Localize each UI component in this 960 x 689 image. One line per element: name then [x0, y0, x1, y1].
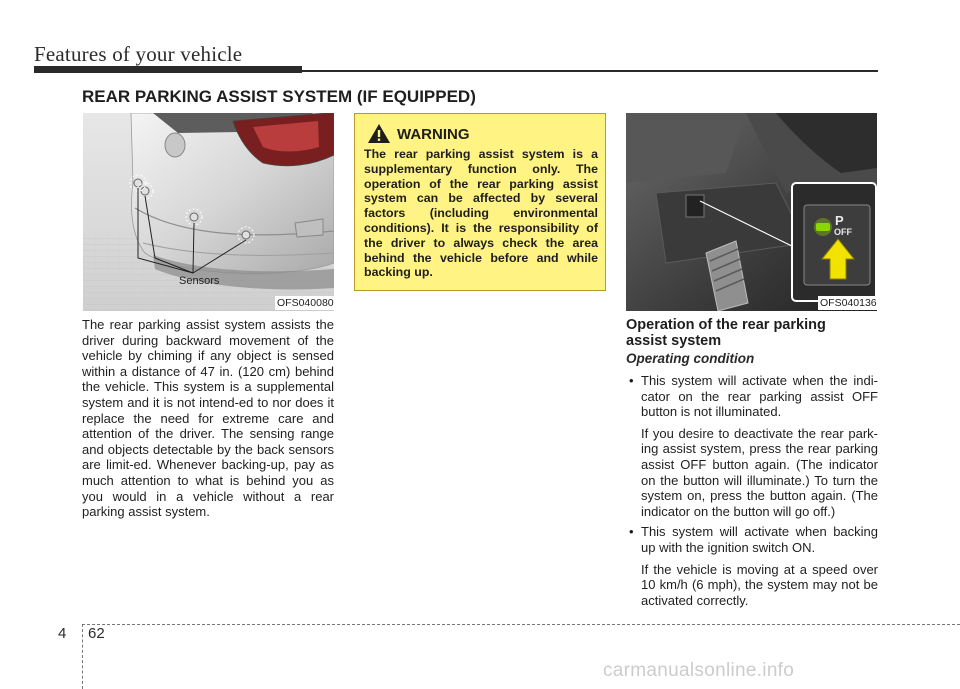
section-number: 4: [58, 625, 67, 642]
watermark: carmanualsonline.info: [603, 660, 795, 681]
warning-triangle-icon: [367, 123, 391, 149]
list-item: [626, 524, 878, 608]
footer-vertical-divider: [82, 624, 83, 689]
bullet-detail-text: If the vehicle is moving at a speed over 10 km/h (6 mph), the system may not be activated correctly.: [641, 561, 878, 608]
intro-paragraph: The rear parking assist system assists the driver during backward movement of the vehicle by chiming if any object is sensed within a distance of 47 in. (120 cm) behind the vehicle. This system is a supplemental system and it is not intend-ed to nor does it replace the need for extreme care and attention of the driver. The sensing range and objects detectable by the back sensors are limit-ed. Whenever backing-up, pay as much attention to what is behind you as you would in a vehicle without a rear parking assist system.: [82, 317, 334, 520]
button-symbol-label: P: [835, 213, 844, 228]
page-header-title: Features of your vehicle: [34, 42, 243, 66]
figure-code-left: OFS040080: [277, 297, 334, 309]
bullet-main-text: This system will activate when backing up with the ignition switch ON.: [641, 524, 878, 555]
parking-assist-button-photo: [626, 113, 877, 311]
operation-subtitle: Operating condition: [626, 351, 755, 366]
bullet-dot: •: [629, 524, 634, 540]
warning-box: [354, 113, 606, 291]
warning-text: The rear parking assist system is a supplementary function only. The operation of the rear parking assist system can be affected by several factors (including environmental conditions). It is the responsibility of the driver to always check the area behind the vehicle before and while backing up.: [364, 147, 598, 280]
rear-bumper-photo: [83, 113, 334, 311]
operation-title: Operation of the rear parking assist system: [626, 317, 826, 349]
bullet-dot: •: [629, 373, 634, 388]
button-off-label: OFF: [834, 227, 852, 237]
footer-divider: [82, 624, 960, 625]
list-item: [626, 373, 878, 519]
sensors-label: Sensors: [179, 275, 220, 287]
warning-title: WARNING: [397, 126, 470, 143]
header-rule-thick: [34, 66, 302, 73]
bullet-main-text: This system will activate when the indi-cator on the rear parking assist OFF button is not illuminated.: [641, 373, 878, 420]
header-rule-thin: [302, 70, 878, 72]
dashboard-illustration: [626, 113, 877, 311]
bullet-list: [626, 373, 878, 608]
figure-code-right: OFS040136: [820, 297, 877, 309]
section-title: REAR PARKING ASSIST SYSTEM (IF EQUIPPED): [82, 87, 476, 106]
bullet-detail-text: If you desire to deactivate the rear park-ing assist system, press the rear parking assist OFF button again. (The indicator on the button will illuminate.) To turn the system on, press the button again. (The indicator on the button will go off.): [641, 425, 878, 519]
page-number: 62: [88, 625, 105, 642]
